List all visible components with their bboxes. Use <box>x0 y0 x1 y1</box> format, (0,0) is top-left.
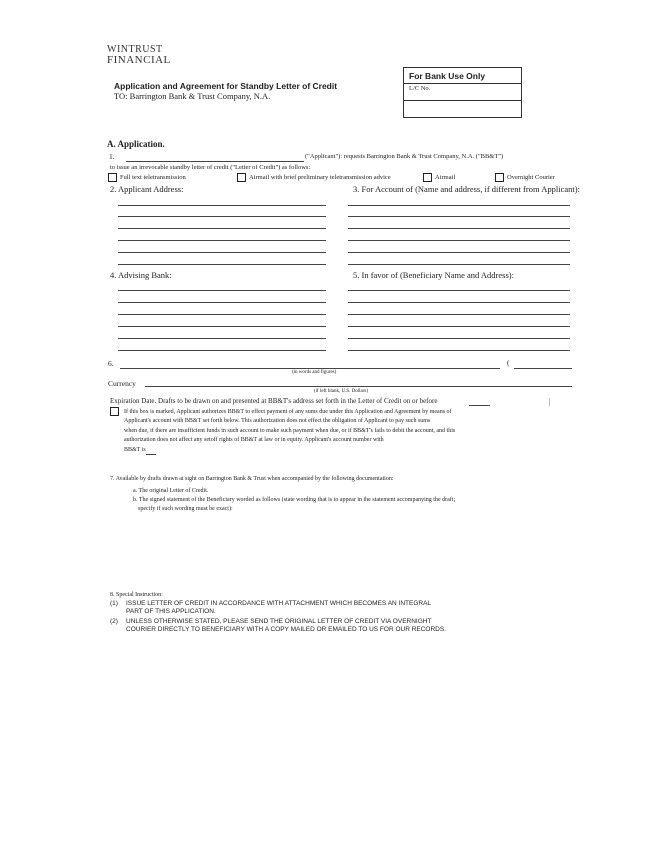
beneficiary-line-1[interactable] <box>348 290 570 291</box>
logo-line-2: FINANCIAL <box>107 54 171 66</box>
authorization-paragraph <box>110 407 455 455</box>
recipient-line: TO: Barrington Bank & Trust Company, N.A. <box>114 91 271 101</box>
item8-i2-line-b: COURIER DIRECTLY TO BENEFICIARY WITH A COPY MAILED OR EMAILED TO US FOR OUR RECORDS. <box>126 626 447 633</box>
applicant-request-text: ("Applicant"): requests Barrington Bank & Trust Company, N.A. ("BB&T") <box>305 153 504 160</box>
for-account-line-4[interactable] <box>348 240 570 241</box>
currency-note: (if left blank, U.S. Dollars) <box>314 389 369 394</box>
for-account-line-3[interactable] <box>348 228 570 229</box>
advising-bank-line-1[interactable] <box>118 290 326 291</box>
authorize-line-1 <box>110 407 455 417</box>
airmail-advice-label: Airmail with brief preliminary teletransmission advice <box>249 173 391 181</box>
item7-text: 7. Available by drafts drawn at sight on Barrington Bank & Trust when accompanied by the following documentation: <box>110 476 394 482</box>
item8-instruction-2 <box>110 618 446 634</box>
lc-no-label: L/C No. <box>409 85 431 92</box>
option-full-text[interactable] <box>108 173 186 182</box>
item8-i1-number: (1) <box>110 600 118 607</box>
advising-bank-line-4[interactable] <box>118 326 326 327</box>
authorize-line-5: BB&T is <box>124 446 146 453</box>
beneficiary-line-5[interactable] <box>348 338 570 339</box>
form-title: Application and Agreement for Standby Letter of Credit <box>114 81 338 91</box>
item8-i2-line-a: UNLESS OTHERWISE STATED, PLEASE SEND THE ORIGINAL LETTER OF CREDIT VIA OVERNIGHT <box>126 618 432 625</box>
item6-number: 6. <box>108 359 114 368</box>
for-account-line-6[interactable] <box>348 264 570 265</box>
full-text-checkbox[interactable] <box>108 173 117 182</box>
advising-bank-line-6[interactable] <box>118 350 326 351</box>
advising-bank-label: 4. Advising Bank: <box>110 270 172 280</box>
beneficiary-line-6[interactable] <box>348 350 570 351</box>
account-number-field[interactable] <box>146 454 156 455</box>
option-airmail[interactable] <box>423 173 455 182</box>
applicant-address-line-6[interactable] <box>118 264 326 265</box>
expiration-label: Expiration Date. Drafts to be drawn on and presented at BB&T's address set forth in the Letter of Credit on or before <box>110 397 438 405</box>
expiration-text <box>110 397 437 405</box>
applicant-address-label: 2. Applicant Address: <box>110 184 184 194</box>
amount-figures-field[interactable] <box>514 368 572 369</box>
item7-b-line-2: specify if such wording must be exact): <box>138 506 233 512</box>
applicant-address-line-4[interactable] <box>118 240 326 241</box>
advising-bank-line-2[interactable] <box>118 302 326 303</box>
currency-field[interactable] <box>145 386 572 387</box>
beneficiary-line-3[interactable] <box>348 314 570 315</box>
authorize-line-2: Applicant's account with BB&T set forth below. This authorization does not effect the obligation of Applicant to pay such sums <box>124 418 431 425</box>
option-airmail-advice[interactable] <box>237 173 391 182</box>
amount-paren: ( <box>507 358 510 367</box>
authorize-checkbox[interactable] <box>110 407 119 416</box>
item8-i1-line-b: PART OF THIS APPLICATION. <box>126 608 216 615</box>
authorize-line-4: authorization does not affect any setoff rights of BB&T at law or in equity. Applicant's account number with <box>124 437 384 444</box>
bank-use-box <box>403 67 522 118</box>
for-account-label: 3. For Account of (Name and address, if different from Applicant): <box>353 184 580 194</box>
advising-bank-line-5[interactable] <box>118 338 326 339</box>
for-account-line-2[interactable] <box>348 216 570 217</box>
for-account-line-1[interactable] <box>348 205 570 206</box>
applicant-name-field[interactable] <box>126 161 304 162</box>
item8-title: 8. Special Instruction: <box>110 592 163 598</box>
beneficiary-label: 5. In favor of (Beneficiary Name and Address): <box>353 270 514 280</box>
beneficiary-line-4[interactable] <box>348 326 570 327</box>
amount-words-field[interactable] <box>120 368 500 369</box>
wintrust-logo <box>107 44 171 66</box>
bank-use-title: For Bank Use Only <box>409 71 486 81</box>
airmail-label: Airmail <box>435 173 456 181</box>
words-figures-note: (in words and figures) <box>292 370 337 375</box>
issue-text: to issue an irrevocable standby letter of credit ("Letter of Credit") as follows: <box>110 164 311 171</box>
item8-i1-line-a: ISSUE LETTER OF CREDIT IN ACCORDANCE WITH ATTACHMENT WHICH BECOMES AN INTEGRAL <box>126 600 432 607</box>
currency-label: Currency <box>108 379 136 388</box>
applicant-address-line-5[interactable] <box>118 252 326 253</box>
section-a-title: A. Application. <box>107 139 165 149</box>
bank-use-divider-1 <box>404 83 521 84</box>
expiration-date-field[interactable] <box>469 405 490 406</box>
applicant-address-line-3[interactable] <box>118 228 326 229</box>
margin-mark <box>549 398 550 406</box>
airmail-advice-checkbox[interactable] <box>237 173 246 182</box>
authorize-line-3: when due, if there are insufficient funds in such account to make such payment when due, or if BB&T's fails to debit the account, and this <box>124 427 456 434</box>
advising-bank-line-3[interactable] <box>118 314 326 315</box>
item8-i2-number: (2) <box>110 618 118 625</box>
item7-b-line-1: b. The signed statement of the Beneficiary worded as follows (state wording that is to appear in the statement accompanying the draft; <box>133 497 456 503</box>
applicant-address-line-2[interactable] <box>118 216 326 217</box>
airmail-checkbox[interactable] <box>423 173 432 182</box>
logo-line-1: WINTRUST <box>107 44 163 55</box>
applicant-address-line-1[interactable] <box>118 205 326 206</box>
item7-a: a. The original Letter of Credit. <box>133 488 209 494</box>
full-text-label: Full text teletransmission <box>120 173 186 181</box>
item8-instruction-1 <box>110 600 431 616</box>
overnight-label: Overnight Courier <box>507 173 555 181</box>
authorize-text-1: If this box is marked, Applicant authorizes BB&T to effect payment of any sums due under this Application and Agreement by means of <box>124 408 452 415</box>
bank-use-divider-2 <box>404 100 521 101</box>
beneficiary-line-2[interactable] <box>348 302 570 303</box>
overnight-checkbox[interactable] <box>495 173 504 182</box>
item1-number: 1. <box>109 152 115 161</box>
for-account-line-5[interactable] <box>348 252 570 253</box>
option-overnight[interactable] <box>495 173 555 182</box>
